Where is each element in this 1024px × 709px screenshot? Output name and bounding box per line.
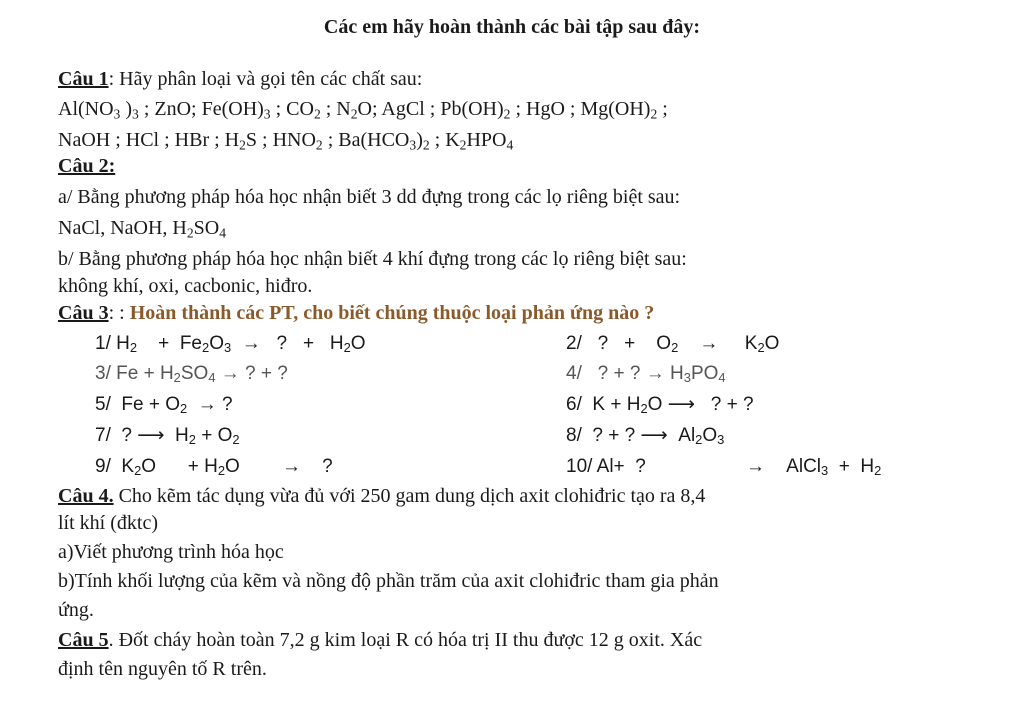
cau5-line-1	[58, 627, 702, 653]
cau2-b-line-2: không khí, oxi, cacbonic, hiđro.	[58, 275, 313, 297]
cau4-b-line-1: b)Tính khối lượng của kẽm và nồng độ phần trăm của axit clohiđric tham gia phản	[58, 570, 719, 592]
cau4-line-1	[58, 483, 705, 509]
cau3-heading	[58, 300, 654, 326]
equation-6: 6/ $K + H_2O$ ⟶ ? + ?	[566, 394, 754, 417]
cau3-text: Hoàn thành các PT, cho biết chúng thuộc loại phản ứng nào ?	[129, 302, 655, 324]
cau2-heading	[58, 153, 115, 179]
equation-9: 9/ $K_2O$ + $H_2O$ → ?	[95, 456, 333, 479]
cau3-sep: : :	[108, 302, 130, 324]
equation-10: 10/ Al+ ? → AlCl$_3$ + $H_2$	[566, 456, 882, 479]
equation-7: 7/ ? ⟶ $H_2 + O_2$	[95, 425, 240, 448]
equation-4: 4/ ? + ? → $H_3PO_4$	[566, 363, 726, 386]
cau4-text-1: Cho kẽm tác dụng vừa đủ với 250 gam dung dịch axit clohiđric tạo ra 8,4	[113, 485, 706, 507]
cau1-label: Câu 1	[58, 68, 109, 90]
cau3-label: Câu 3	[58, 302, 109, 324]
cau5-label: Câu 5	[58, 629, 109, 651]
equation-1: 1/ $H_2$ + $Fe_2O_3$ → ? + $H_2O$	[95, 333, 366, 356]
page-title: Các em hãy hoàn thành các bài tập sau đây:	[323, 16, 701, 38]
cau1-formula-line-1: $Al(NO_3$ )$_3$ ; ZnO; $Fe(OH)_3$ ; $CO_2$ ; $N_2O$; AgCl ; $Pb(OH)_2$ ; HgO ; $Mg(OH)_2$ ;	[58, 98, 668, 122]
cau5-text-1: . Đốt cháy hoàn toàn 7,2 g kim loại R có hóa trị II thu được 12 g oxit. Xác	[108, 629, 703, 651]
cau2-b-line-1: b/ Bằng phương pháp hóa học nhận biết 4 khí đựng trong các lọ riêng biệt sau:	[58, 248, 687, 270]
cau2-a-substances: NaCl, NaOH, $H_2SO_4$	[58, 217, 227, 241]
equation-2: 2/ ? + $O_2$ → $K_2O$	[566, 333, 780, 356]
cau1-heading	[58, 66, 422, 92]
cau4-line-2: lít khí (đktc)	[58, 512, 158, 534]
cau4-b-line-2: ứng.	[58, 599, 94, 621]
equation-5: 5/ $Fe + O_2$ → ?	[95, 394, 233, 417]
cau4-label: Câu 4.	[58, 485, 114, 507]
cau2-label: Câu 2:	[58, 155, 116, 177]
equation-3: 3/ $Fe + H_2SO_4$ → ? + ?	[95, 363, 288, 386]
cau5-line-2: định tên nguyên tố R trên.	[58, 658, 267, 680]
cau1-text: : Hãy phân loại và gọi tên các chất sau:	[108, 68, 423, 90]
cau4-a: a)Viết phương trình hóa học	[58, 541, 284, 563]
cau2-a: a/ Bằng phương pháp hóa học nhận biết 3 dd đựng trong các lọ riêng biệt sau:	[58, 186, 681, 208]
equation-8: 8/ ? + ? ⟶ $Al_2O_3$	[566, 425, 725, 448]
cau1-formula-line-2: NaOH ; HCl ; HBr ; $H_2S$ ; $HNO_2$ ; $Ba(HCO_3)_2$ ; $K_2HPO_4$	[58, 129, 514, 153]
